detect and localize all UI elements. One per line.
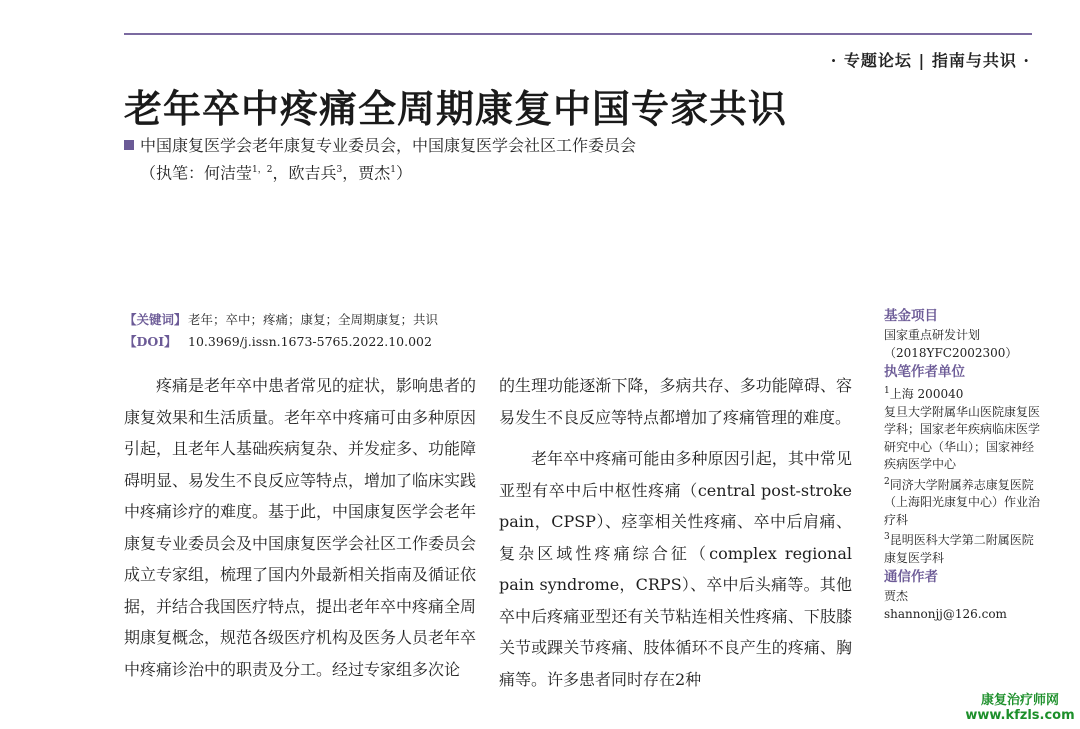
unit-2-text: 同济大学附属养志康复医院（上海阳光康复中心）作业治疗科 xyxy=(884,477,1041,527)
fund-text: 国家重点研发计划 xyxy=(884,328,981,342)
unit-3-text: 昆明医科大学第二附属医院康复医学科 xyxy=(884,533,1034,565)
unit-1-text: 复旦大学附属华山医院康复医学科；国家老年疾病临床医学研究中心（华山）；国家神经疾病医学中心 xyxy=(884,404,1041,471)
doi-label: 【DOI】 xyxy=(124,334,177,349)
author-org-line xyxy=(124,134,636,158)
affil-mark: 2 xyxy=(884,476,890,487)
author-pen-prefix: （执笔：何洁莹 xyxy=(140,163,253,183)
author-affil-mark: 3 xyxy=(336,165,343,175)
unit-3 xyxy=(884,529,1044,567)
bullet-square-icon xyxy=(124,140,134,150)
header-rule xyxy=(124,33,1032,35)
watermark xyxy=(960,693,1080,723)
author-affil-mark: 1，2 xyxy=(252,165,273,175)
keywords-line xyxy=(124,309,438,331)
doi-line xyxy=(124,331,438,353)
column-tag: · 专题论坛 | 指南与共识 · xyxy=(830,51,1030,70)
author-org: 中国康复医学会老年康复专业委员会，中国康复医学会社区工作委员会 xyxy=(140,136,637,155)
affil-mark: 3 xyxy=(884,532,890,542)
sidebar xyxy=(884,306,1044,623)
body-paragraph: 的生理功能逐渐下降，多病共存、多功能障碍、容易发生不良反应等特点都增加了疼痛管理的难度。 xyxy=(499,376,852,427)
fund-code: （2018YFC2002300） xyxy=(884,345,1018,360)
unit-1-city xyxy=(884,383,1044,404)
corr-email: shannonjj@126.com xyxy=(884,606,1007,621)
unit-heading: 执笔作者单位 xyxy=(884,364,965,380)
keywords-text: 老年；卒中；疼痛；康复；全周期康复；共识 xyxy=(188,312,439,327)
author-name: ，欧吉兵 xyxy=(272,163,337,183)
unit-1-city-text: 上海 200040 xyxy=(889,387,964,401)
article-title: 老年卒中疼痛全周期康复中国专家共识 xyxy=(124,86,788,131)
keywords-block xyxy=(124,309,438,353)
watermark-line1: 康复治疗师网 xyxy=(980,693,1059,708)
corr-heading: 通信作者 xyxy=(884,569,938,585)
author-name: ，贾杰 xyxy=(342,163,391,183)
keywords-label: 【关键词】 xyxy=(124,312,187,327)
doi-text: 10.3969/j.issn.1673-5765.2022.10.002 xyxy=(188,334,432,349)
watermark-line2: www.kfzls.com xyxy=(965,708,1075,723)
body-column-middle xyxy=(499,370,852,695)
author-affil-mark: 1 xyxy=(390,165,396,175)
corr-name: 贾杰 xyxy=(884,589,909,603)
author-pen-line xyxy=(124,158,636,185)
affil-mark: 1 xyxy=(884,386,890,396)
fund-heading: 基金项目 xyxy=(884,308,938,324)
body-paragraph: 老年卒中疼痛可能由多种原因引起，其中常见亚型有卒中后中枢性疼痛（central post-stroke pain，CPSP）、痉挛相关性疼痛、卒中后肩痛、复杂区域性疼痛综合征（complex regional pain syndrome，CRPS）、卒中后头痛等。其他卒中后疼痛亚型还有关节粘连相关性疼痛、下肢膝关节或踝关节疼痛、肢体循环不良产生的疼痛、胸痛等。许多患者同时存在2种 xyxy=(499,449,852,689)
body-paragraph: 疼痛是老年卒中患者常见的症状，影响患者的康复效果和生活质量。老年卒中疼痛可由多种原因引起，且老年人基础疾病复杂、并发症多、功能障碍明显、易发生不良反应等特点，增加了临床实践中疼痛诊疗的难度。基于此，中国康复医学会老年康复专业委员会及中国康复医学会社区工作委员会成立专家组，梳理了国内外最新相关指南及循证依据，并结合我国医疗特点，提出老年卒中疼痛全周期康复概念，规范各级医疗机构及医务人员老年卒中疼痛诊治中的职责及分工。经过专家组多次论 xyxy=(124,376,477,679)
author-pen-suffix: ） xyxy=(395,163,412,183)
unit-2 xyxy=(884,474,1044,530)
author-block xyxy=(124,134,636,185)
body-column-left xyxy=(124,370,476,685)
